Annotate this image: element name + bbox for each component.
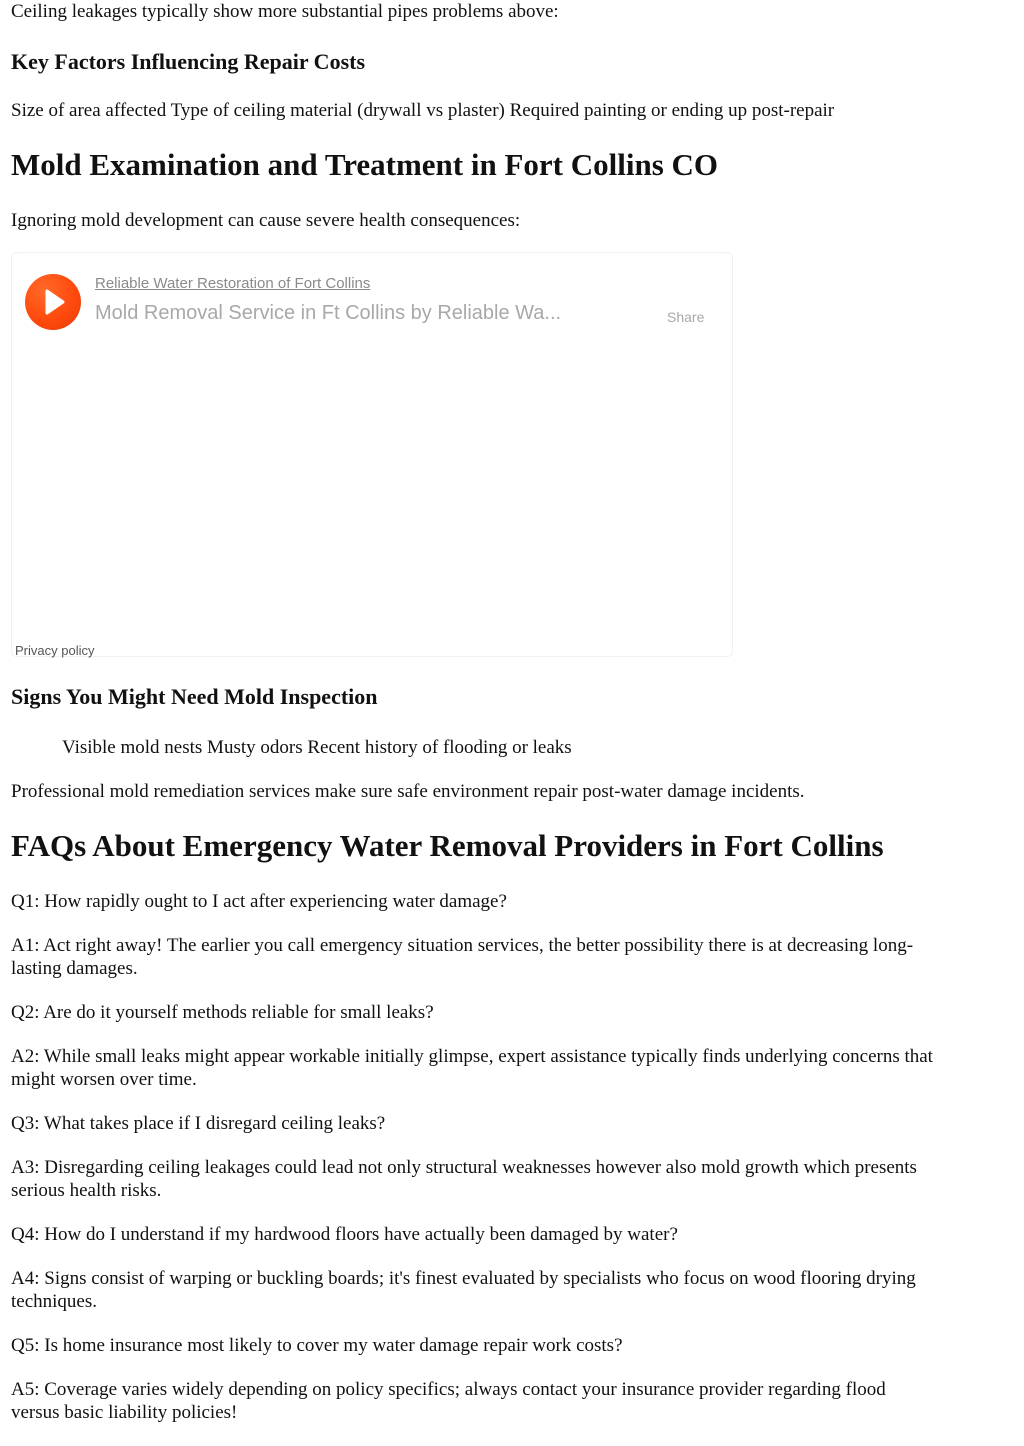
- faq-heading: FAQs About Emergency Water Removal Providers in Fort Collins: [11, 828, 884, 863]
- faq-answer-continued: techniques.: [11, 1291, 98, 1312]
- channel-link[interactable]: Reliable Water Restoration of Fort Collins: [95, 275, 371, 292]
- faq-question: Q2: Are do it yourself methods reliable for small leaks?: [11, 1002, 434, 1023]
- faq-answer: A5: Coverage varies widely depending on policy specifics; always contact your insurance provider regarding flood: [11, 1379, 886, 1400]
- faq-question: Q3: What takes place if I disregard ceiling leaks?: [11, 1113, 386, 1134]
- faq-answer: A3: Disregarding ceiling leakages could lead not only structural weaknesses however also mold growth which presents: [11, 1157, 917, 1178]
- podcast-player-embed: [11, 252, 733, 657]
- play-button[interactable]: [25, 274, 81, 330]
- share-button[interactable]: Share: [667, 309, 705, 325]
- mold-intro-paragraph: Ignoring mold development can cause severe health consequences:: [11, 210, 521, 231]
- faq-answer: A1: Act right away! The earlier you call emergency situation services, the better possibility there is at decreasing long-: [11, 935, 914, 956]
- repair-costs-heading: Key Factors Influencing Repair Costs: [11, 49, 366, 74]
- faq-question: Q5: Is home insurance most likely to cover my water damage repair work costs?: [11, 1335, 623, 1356]
- mold-signs-heading: Signs You Might Need Mold Inspection: [11, 684, 378, 709]
- faq-answer-continued: might worsen over time.: [11, 1069, 197, 1090]
- mold-conclusion-paragraph: Professional mold remediation services make sure safe environment repair post-water damage incidents.: [11, 781, 805, 802]
- repair-factors-paragraph: Size of area affected Type of ceiling material (drywall vs plaster) Required painting or ending up post-repair: [11, 100, 835, 121]
- faq-answer: A4: Signs consist of warping or buckling boards; it's finest evaluated by specialists who focus on wood flooring drying: [11, 1268, 916, 1289]
- faq-question: Q1: How rapidly ought to I act after experiencing water damage?: [11, 891, 507, 912]
- faq-answer-continued: lasting damages.: [11, 958, 138, 979]
- play-icon: [25, 274, 81, 330]
- faq-answer: A2: While small leaks might appear workable initially glimpse, expert assistance typically finds underlying concerns that: [11, 1046, 933, 1067]
- faq-question: Q4: How do I understand if my hardwood floors have actually been damaged by water?: [11, 1224, 678, 1245]
- mold-signs-list: Visible mold nests Musty odors Recent history of flooding or leaks: [62, 737, 572, 758]
- mold-section-heading: Mold Examination and Treatment in Fort Collins CO: [11, 147, 719, 182]
- faq-answer-continued: versus basic liability policies!: [11, 1402, 238, 1423]
- privacy-policy-link[interactable]: Privacy policy: [15, 643, 95, 658]
- intro-paragraph: Ceiling leakages typically show more substantial pipes problems above:: [11, 1, 559, 22]
- faq-answer-continued: serious health risks.: [11, 1180, 162, 1201]
- episode-title[interactable]: Mold Removal Service in Ft Collins by Reliable Wa...: [95, 302, 562, 324]
